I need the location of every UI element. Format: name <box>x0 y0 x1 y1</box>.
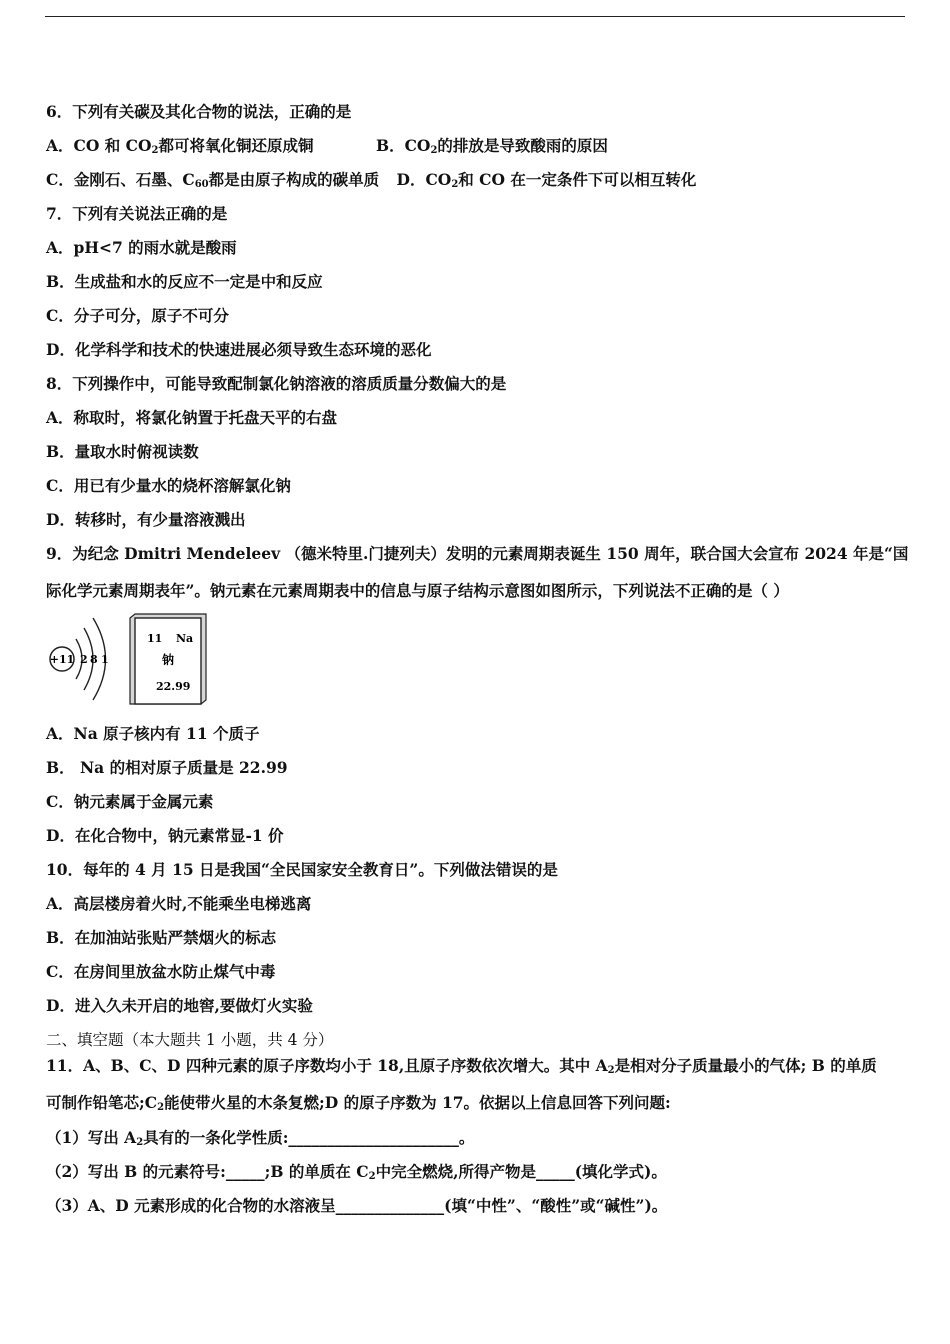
element-name: 钠 <box>162 653 175 667</box>
atomic-number: 11 <box>147 632 163 645</box>
q9-option-b: B． Na 的相对原子质量是 22.99 <box>46 758 288 777</box>
q9-stem-line1: 9．为纪念 Dmitri Mendeleev （德米特里.门捷列夫）发明的元素周期表诞生 150 周年，联合国大会宣布 2024 年是“国 <box>46 544 909 563</box>
q8-option-b: B．量取水时俯视读数 <box>46 442 199 461</box>
header-rule <box>45 16 905 17</box>
q10-stem: 10．每年的 4 月 15 日是我国“全民国家安全教育日”。下列做法错误的是 <box>46 860 558 879</box>
q8-stem: 8．下列操作中，可能导致配制氯化钠溶液的溶质质量分数偏大的是 <box>46 374 507 393</box>
element-symbol: Na <box>176 632 194 645</box>
q11-stem-line2: 可制作铅笔芯$;C_2$能使带火星的木条复燃;D 的原子序数为 17。依据以上信息回答下列问题: <box>46 1093 671 1113</box>
q7-option-a: A．pH<7 的雨水就是酸雨 <box>46 238 237 257</box>
q6-option-b: B．$CO_2$的排放是导致酸雨的原因 <box>376 136 608 156</box>
q11-stem-line1: 11．A、B、C、D 四种元素的原子序数均小于 18,且原子序数依次增大。其中 $A_2$是相对分子质量最小的气体; B 的单质 <box>46 1056 877 1076</box>
q7-option-b: B．生成盐和水的反应不一定是中和反应 <box>46 272 323 291</box>
q7-option-c: C．分子可分，原子不可分 <box>46 306 229 325</box>
atomic-structure-diagram <box>50 618 109 700</box>
q9-option-a: A．Na 原子核内有 11 个质子 <box>46 724 260 743</box>
q7-stem: 7．下列有关说法正确的是 <box>46 204 228 223</box>
q6-stem: 6．下列有关碳及其化合物的说法，正确的是 <box>46 102 352 121</box>
sodium-figure <box>46 612 216 707</box>
q9-option-d: D．在化合物中，钠元素常显-1 价 <box>46 826 284 845</box>
q11-part-1: （1）写出 $A_2$具有的一条化学性质:______________________。 <box>46 1128 475 1148</box>
q6-option-a: A．CO 和 $CO_2$都可将氧化铜还原成铜 <box>46 136 314 156</box>
shell-count-1: 2 <box>80 653 88 666</box>
q11-part-2: （2）写出 B 的元素符号:_____;B 的单质在 $C_2$中完全燃烧,所得产物是_____(填化学式)。 <box>46 1162 667 1182</box>
q10-option-a: A．高层楼房着火时,不能乘坐电梯逃离 <box>46 894 312 913</box>
q6-option-d: D．$CO_2$和 CO 在一定条件下可以相互转化 <box>396 170 697 190</box>
q6-option-c: C．金刚石、石墨、$C_{60}$都是由原子构成的碳单质 <box>46 170 380 190</box>
q6-options-ab <box>46 136 608 156</box>
q10-option-c: C．在房间里放盆水防止煤气中毒 <box>46 962 276 981</box>
q9-option-c: C．钠元素属于金属元素 <box>46 792 214 811</box>
q10-option-d: D．进入久未开启的地窖,要做灯火实验 <box>46 996 313 1015</box>
q8-option-d: D．转移时，有少量溶液溅出 <box>46 510 246 529</box>
section-heading: 二、填空题（本大题共 1 小题，共 4 分） <box>46 1031 334 1049</box>
q11-part-3: （3）A、D 元素形成的化合物的水溶液呈______________(填“中性”、“酸性”或“碱性”)。 <box>46 1196 668 1215</box>
q8-option-c: C．用已有少量水的烧杯溶解氯化钠 <box>46 476 291 495</box>
nucleus-label: +11 <box>49 653 75 666</box>
q9-stem-line2: 际化学元素周期表年”。钠元素在元素周期表中的信息与原子结构示意图如图所示，下列说法不正确的是（ ） <box>46 581 789 600</box>
shell-count-2: 8 <box>90 653 98 666</box>
q6-options-cd <box>46 170 696 190</box>
q8-option-a: A．称取时，将氯化钠置于托盘天平的右盘 <box>46 408 338 427</box>
periodic-table-card <box>130 614 206 704</box>
q10-option-b: B．在加油站张贴严禁烟火的标志 <box>46 928 277 947</box>
atomic-mass: 22.99 <box>156 680 191 693</box>
q7-option-d: D．化学科学和技术的快速进展必须导致生态环境的恶化 <box>46 340 432 359</box>
shell-count-3: 1 <box>101 653 109 666</box>
